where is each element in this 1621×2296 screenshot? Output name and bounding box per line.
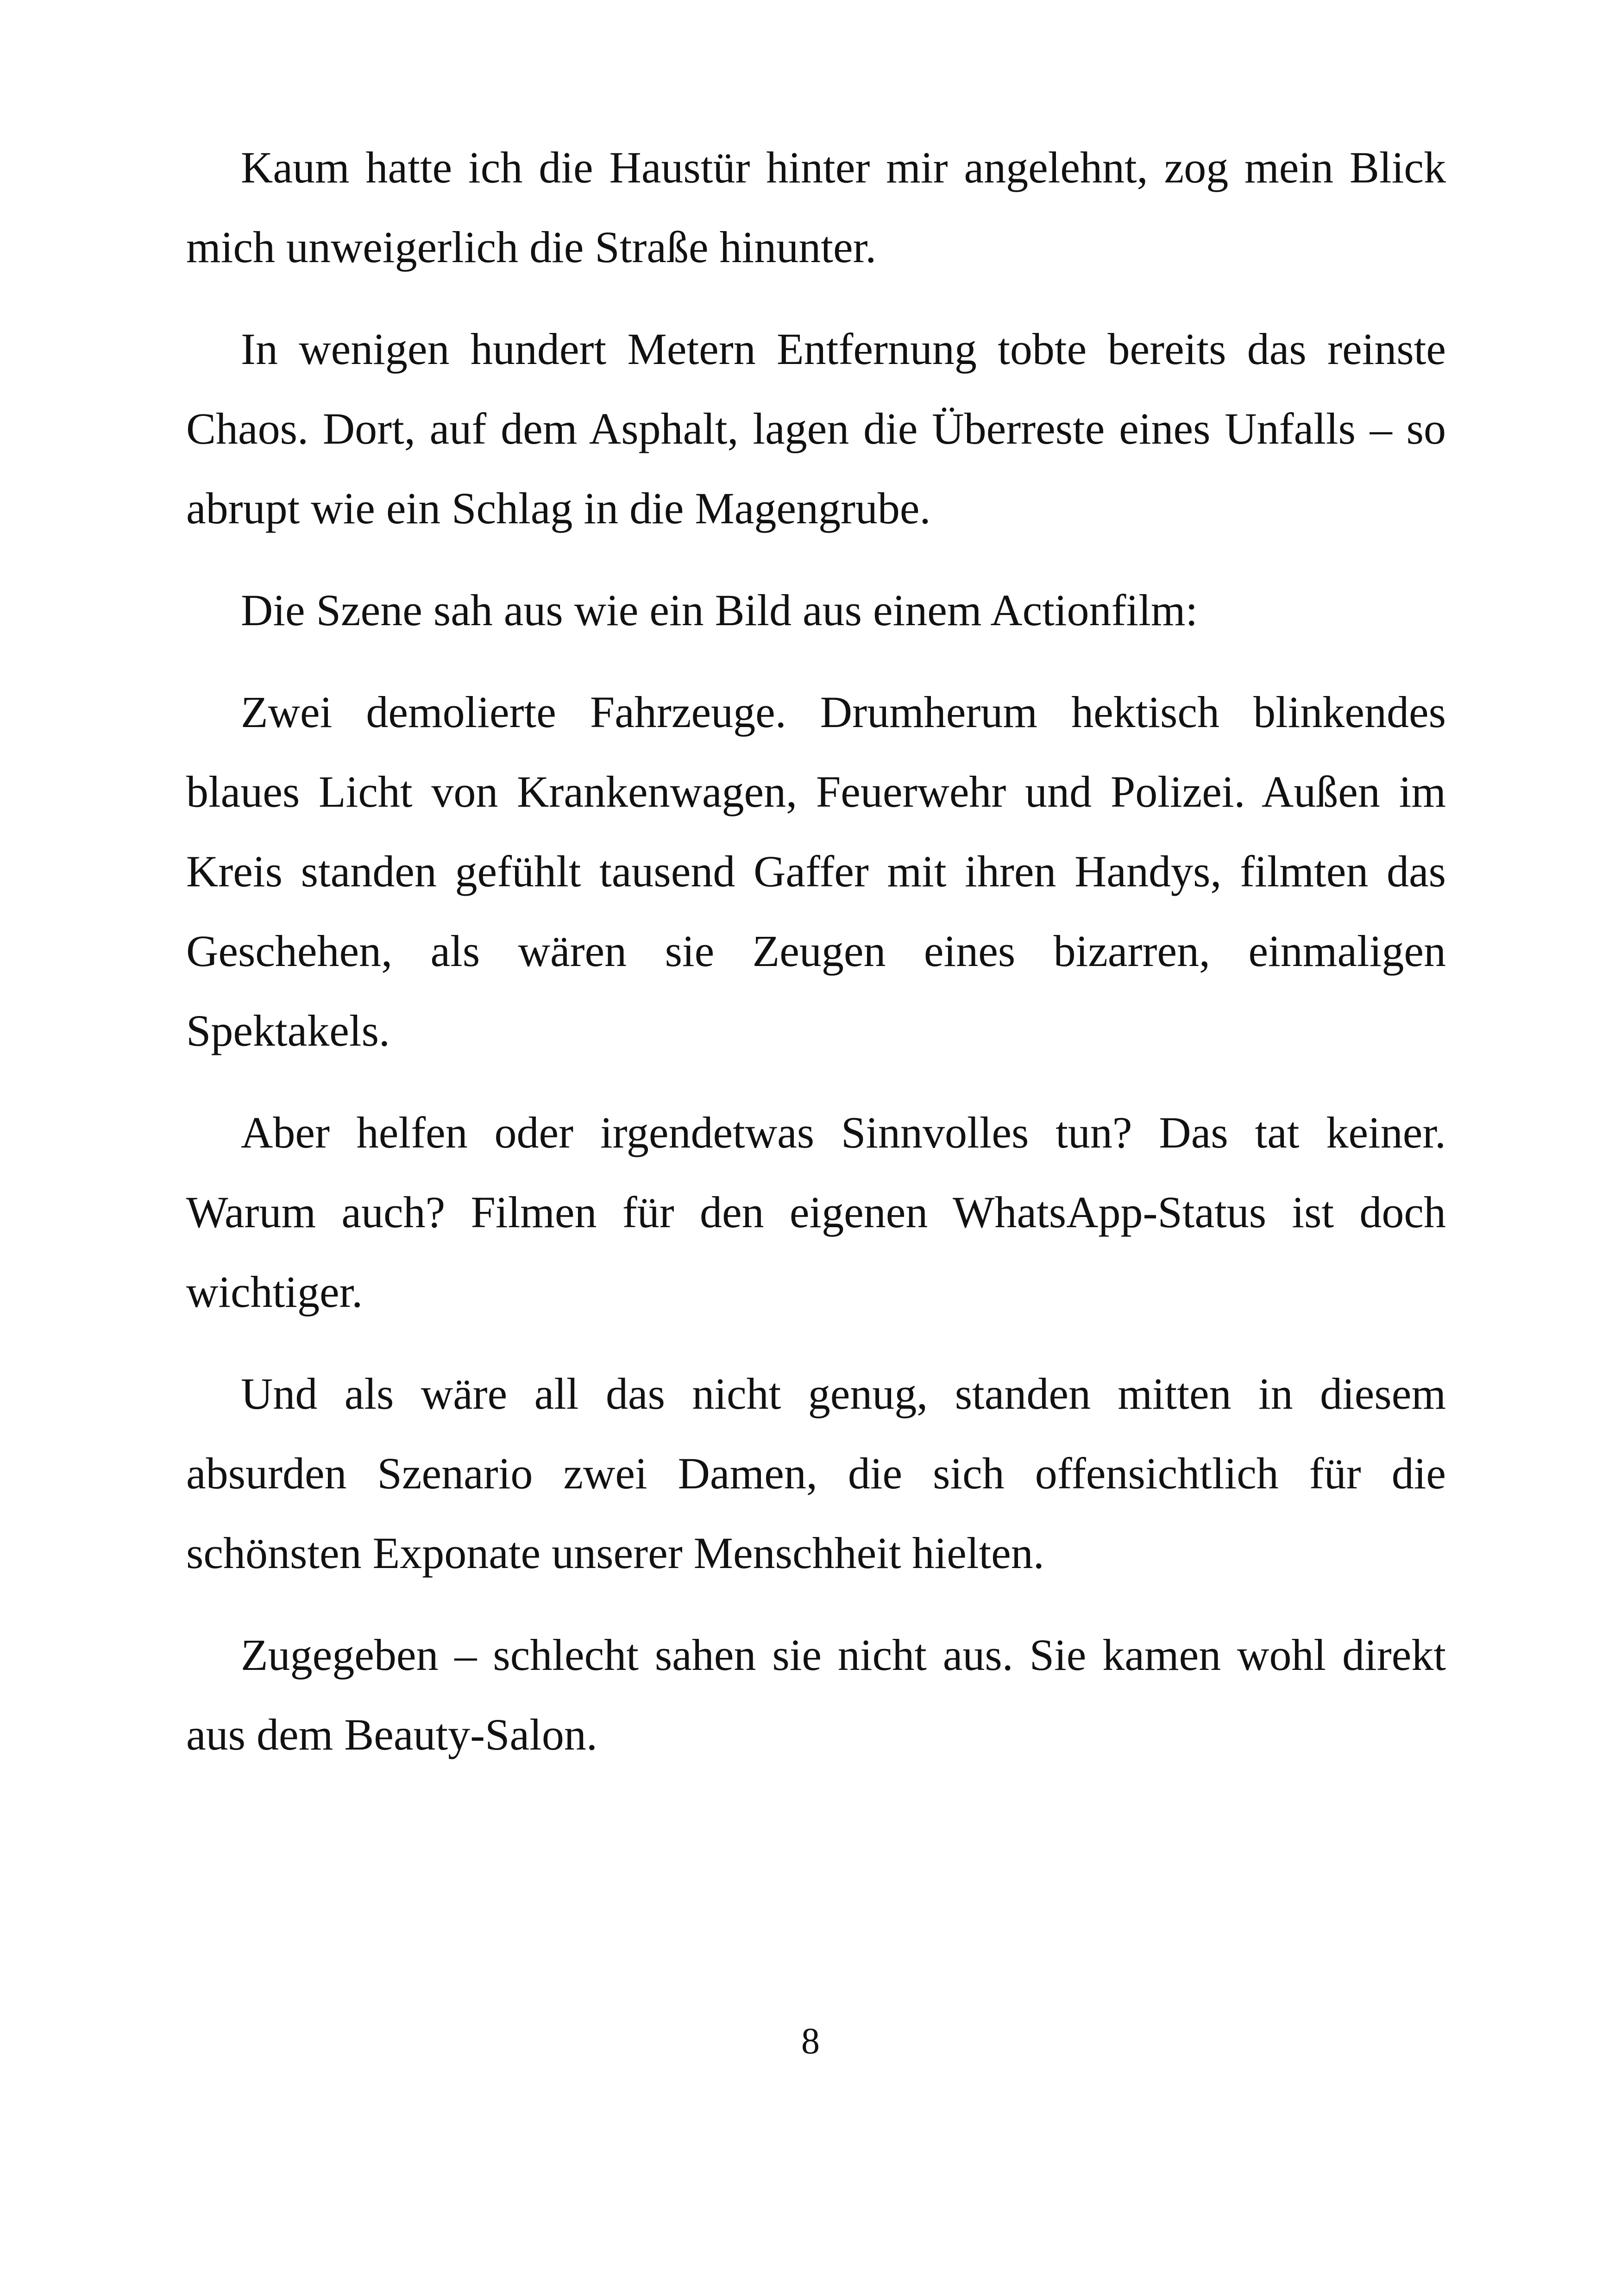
paragraph-6: Und als wäre all das nicht genug, standen mitten in diesem absurden Szenario zwei Damen, die sich offensichtlich für die schönsten Exponate unserer Menschheit hielten. [186,1369,1446,1578]
paragraph-4: Zwei demolierte Fahrzeuge. Drumherum hektisch blinkendes blaues Licht von Krankenwagen, Feuerwehr und Polizei. Außen im Kreis standen gefühlt tausend Gaffer mit ihren Handys, filmten das Geschehen, als wären sie Zeugen eines bizarren, einmaligen Spektakels. [186,687,1446,1055]
paragraph-2: In wenigen hundert Metern Entfernung tobte bereits das reinste Chaos. Dort, auf dem Asphalt, lagen die Überreste eines Unfalls – so abrupt wie ein Schlag in die Magengrube. [186,324,1446,533]
paragraph-3: Die Szene sah aus wie ein Bild aus einem Actionfilm: [241,585,1198,635]
page-number: 8 [801,2021,820,2062]
paragraph-1: Kaum hatte ich die Haustür hinter mir angelehnt, zog mein Blick mich unweigerlich die Straße hinunter. [186,143,1446,272]
body-text [186,128,1446,1797]
paragraph-7: Zugegeben – schlecht sahen sie nicht aus. Sie kamen wohl direkt aus dem Beauty-Salon. [186,1630,1446,1759]
paragraph-5: Aber helfen oder irgendetwas Sinnvolles tun? Das tat keiner. Warum auch? Filmen für den eigenen WhatsApp-Status ist doch wichtiger. [186,1108,1446,1317]
